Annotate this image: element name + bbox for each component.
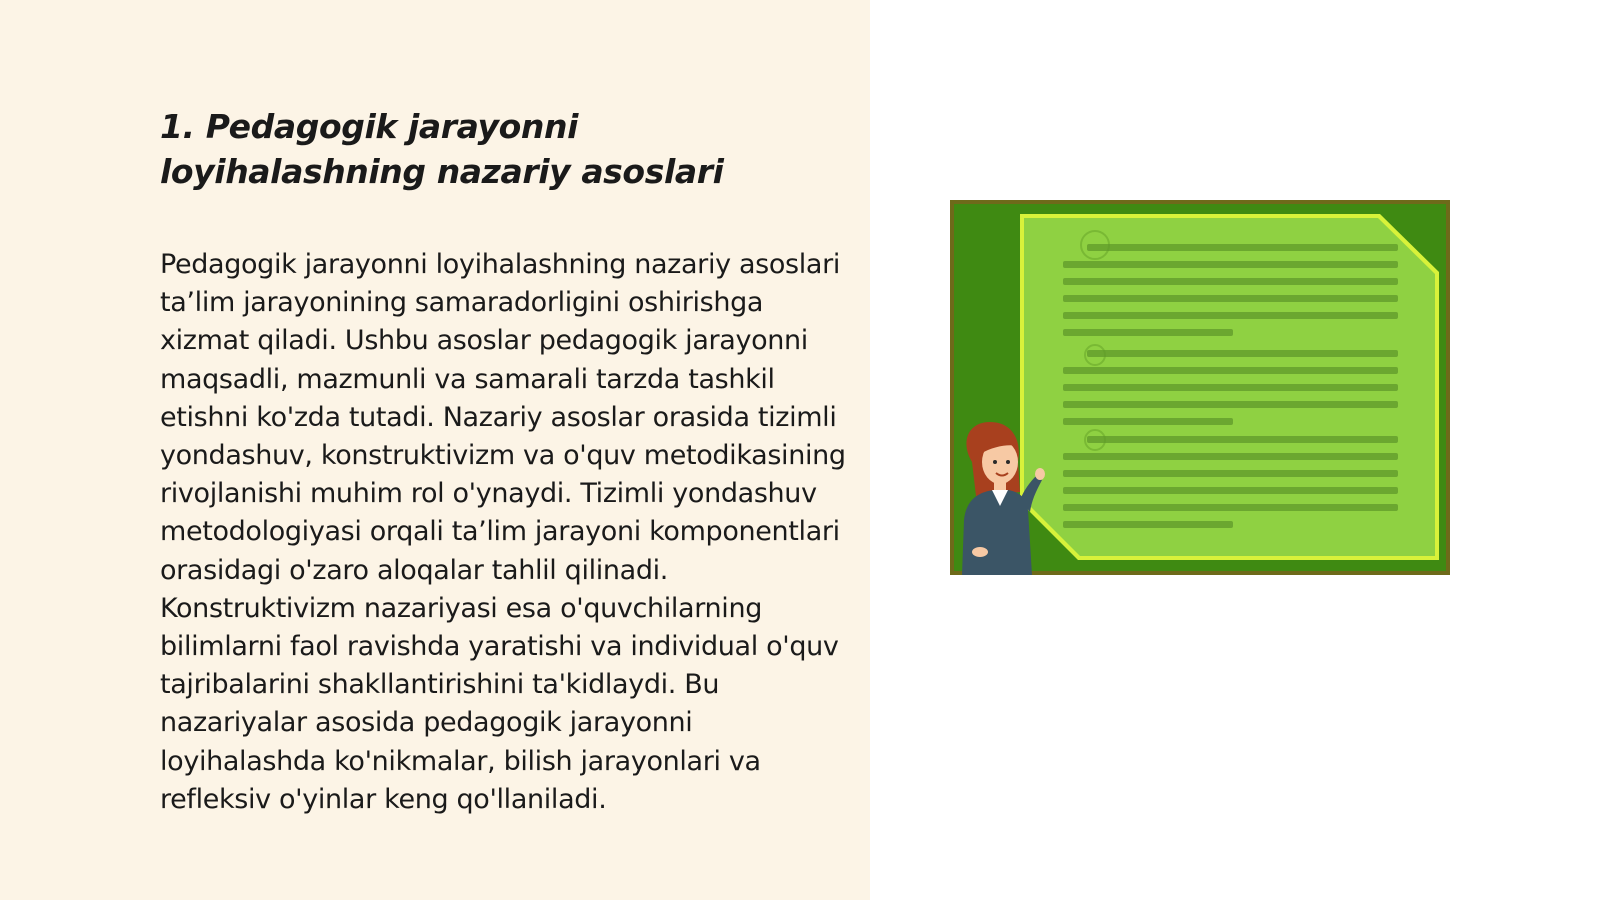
slide-body-paragraph: Pedagogik jarayonni loyihalashning nazariy asoslari ta’lim jarayonining samaradorligini oshirishga xizmat qiladi. Ushbu asoslar pedagogik jarayonni maqsadli, mazmunli va samarali tarzda tashkil etishni ko'zda tutadi. Nazariy asoslar orasida tizimli yondashuv, konstruktivizm va o'quv metodikasining rivojlanishi muhim rol o'ynaydi. Tizimli yondashuv metodologiyasi orqali ta’lim jarayoni komponentlari orasidagi o'zaro aloqalar tahlil qilinadi. Konstruktivizm nazariyasi esa o'quvchilarning bilimlarni faol ravishda yaratishi va individual o'quv tajribalarini shakllantirishini ta'kidlaydi. Bu nazariyalar asosida pedagogik jarayonni loyihalashda ko'nikmalar, bilish jarayonlari va refleksiv o'yinlar keng qo'llaniladi. <box>160 249 846 815</box>
slide-title: 1. Pedagogik jarayonni loyihalashning nazariy asoslari <box>160 107 724 191</box>
teacher-pointing-at-green-board-icon <box>950 200 1450 575</box>
teacher-board-illustration <box>950 200 1450 575</box>
